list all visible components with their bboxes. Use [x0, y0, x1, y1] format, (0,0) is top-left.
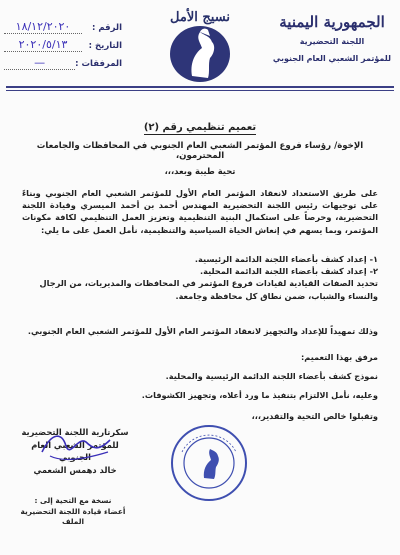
meta-row [4, 20, 122, 38]
cc-line-1: نسخة مع التحية إلى : [34, 496, 112, 505]
list-item: ٢- إعداد كشف بأعضاء اللجنة الدائمة المحلية. [200, 266, 378, 277]
header-divider [6, 86, 394, 88]
org-conference: للمؤتمر الشعبي العام الجنوبي [272, 54, 392, 64]
meta-label-number: الرقم : [92, 23, 122, 33]
logo-caption: نسيج الأمل [170, 10, 230, 25]
meta-value-date: ٢٠٢٠/٥/١٣ [4, 38, 82, 52]
signature-role-2: للمؤتمر الشعبي العام الجنوبي [31, 439, 119, 462]
cc-block [18, 496, 128, 528]
list-item: ١- إعداد كشف بأعضاء اللجنة الدائمة الرئيسية. [194, 254, 378, 264]
list-item: تحديد الصفات القيادية لقيادات فروع المؤتمر في المحافظات والمديريات، من الرجال والنساء والشباب، ضمن نطاق كل محافظة وجامعة. [39, 278, 378, 301]
letter-greeting: تحية طيبة وبعد،،، [164, 166, 236, 176]
letter-title-text: تعميم تنظيمي رقم (٢) [143, 122, 257, 133]
letter-title [0, 122, 400, 133]
signature-name: خالد دهمس الشعمي [33, 464, 117, 475]
official-stamp-icon [168, 422, 250, 504]
closing-line-1: وعليه، نأمل الالتزام بتنفيذ ما ورد أعلاه، وتجهيز الكشوفات. [141, 390, 378, 400]
org-name: الجمهورية اليمنية [279, 13, 385, 31]
letter-paragraph-1: على طريق الاستعداد لانعقاد المؤتمر العام الأول للمؤتمر الشعبي العام الجنوبي وبناءً على توجيهات رئيس اللجنة التحضيرية المهندس أحمد بن أحمد الميسري وقيادة اللجنة التحضيرية، وحرصاً على استكمال البنية التنظيمية وتعزيز العمل التنظيمي لكافة مكونات المؤتمر، وبما يسهم في إنعاش الحياة السياسية والتنظيمية، نأمل العمل على ما يلي: [22, 188, 378, 235]
cc-line-3: الملف [61, 517, 85, 526]
letter-recipients: الإخوة/ رؤساء فروع المؤتمر الشعبي العام الجنوبي في المحافظات والجامعات المحترمون، [36, 141, 364, 161]
handwritten-signature-icon [22, 422, 132, 470]
meta-label-date: التاريخ : [88, 41, 122, 51]
meta-value-attachments: — [4, 56, 75, 70]
org-block [272, 14, 392, 66]
letter-list [22, 253, 378, 302]
header-divider-thin [6, 90, 394, 91]
meta-row [4, 38, 122, 56]
attachments-item: نموذج كشف بأعضاء اللجنة الدائمة الرئيسية والمحلية. [165, 371, 378, 381]
letter-paragraph-3: وذلك تمهيداً للإعداد والتجهيز لانعقاد المؤتمر العام الأول للمؤتمر الشعبي العام الجنوبي. [27, 326, 378, 336]
cc-line-2: أعضاء قيادة اللجنة التحضيرية [20, 506, 126, 516]
attachments-label: مرفق بهذا التعميم: [301, 352, 378, 362]
closing-line-2: وتقبلوا خالص التحية والتقدير،،، [251, 411, 378, 421]
meta-label-attachments: المرفقات : [75, 59, 122, 69]
meta-value-number: ١٨/١٢/٢٠٢٠ [4, 20, 82, 34]
meta-block [4, 20, 122, 74]
meta-row [4, 56, 122, 74]
org-committee: اللجنة التحضيرية [299, 36, 365, 46]
signature-role-1: سكرتارية اللجنة التحضيرية [21, 427, 129, 437]
